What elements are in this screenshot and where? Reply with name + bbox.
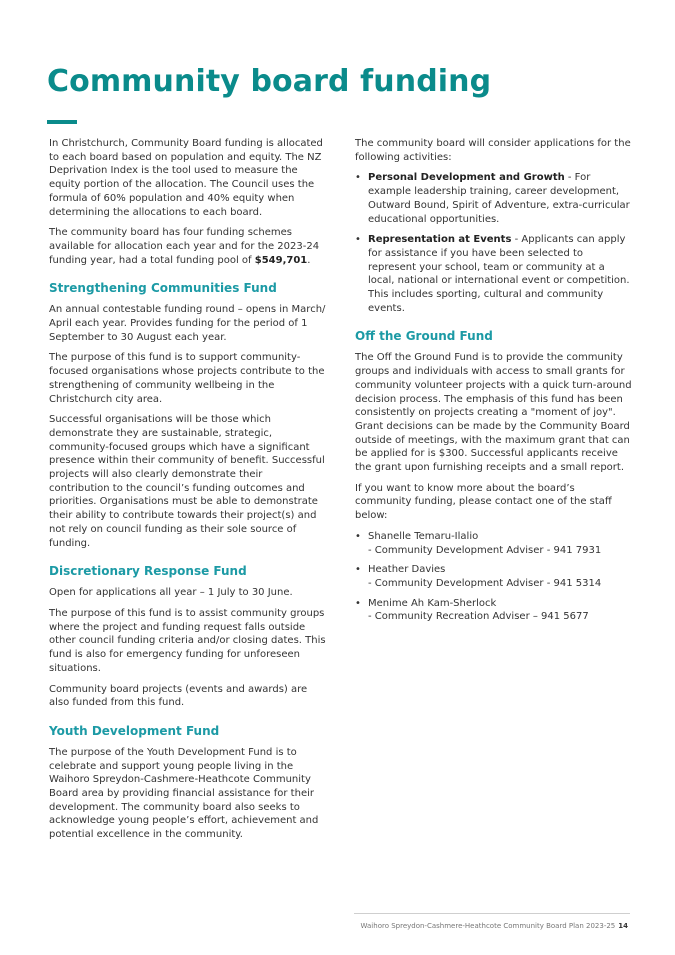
staff-name: • Heather Davies — [368, 564, 446, 576]
funding-pool-end: . — [307, 254, 311, 266]
scf-paragraph-3: Successful organisations will be those which demonstrate they are sustainable, strategic, community-focused groups which have a significant presence within their community of benefit. Successful projects will also clearly demonstrate their contribution to the council’s funding outcomes and priorities. Organisations must be able to demonstrate their ability to contribute towards their project(s) and not rely on council funding as their sole source of funding. — [49, 414, 325, 549]
scf-heading: Strengthening Communities Fund — [49, 281, 277, 296]
list-item — [355, 171, 632, 226]
scf-paragraph-1: An annual contestable funding round – opens in March/ April each year. Provides funding for the period of 1 September to 30 August each year. — [49, 304, 326, 343]
staff-name: • Shanelle Temaru-Ilalio — [368, 530, 479, 542]
funding-pool-text: The community board has four funding schemes available for allocation each year and for the 2023-24 funding year, had a total funding pool of — [49, 227, 320, 266]
staff-role: - Community Recreation Adviser – 941 5677 — [368, 611, 589, 623]
activities-list — [355, 171, 632, 315]
activity-text: - Applicants can apply for assistance if you have been selected to represent your school, team or community at a local, national or international event or competition. This includes sporting, cultural and community events. — [368, 234, 630, 314]
staff-list — [355, 530, 632, 624]
contact-intro: If you want to know more about the board’s community funding, please contact one of the staff below: — [355, 482, 612, 522]
left-column — [49, 137, 326, 849]
list-item — [355, 597, 632, 624]
ydf-heading: Youth Development Fund — [49, 723, 220, 738]
activity-title: Personal Development and Growth — [368, 172, 565, 184]
funding-pool-amount: $549,701 — [254, 254, 308, 266]
funding-pool-paragraph — [49, 226, 326, 267]
drf-paragraph-2: The purpose of this fund is to assist community groups where the project and funding request falls outside other council funding criteria and/or closing dates. This fund is also for emergency funding for unforeseen situations. — [49, 607, 326, 674]
ydf-paragraph-1: The purpose of the Youth Development Fund is to celebrate and support young people living in the Waihoro Spreydon-Cashmere-Heathcote Community Board area by providing financial assistance for their development. The community board also seeks to acknowledge young people’s effort, achievement and potential excellence in the community. — [49, 746, 319, 841]
right-column — [355, 137, 632, 631]
activity-text: - For example leadership training, career development, Outward Bound, Spirit of Adventure, extra-curricular educational opportunities. — [368, 172, 630, 225]
otg-paragraph-1: The Off the Ground Fund is to provide the community groups and individuals with access to small grants for community volunteer projects with a quick turn-around decision process. The emphasis of this fund has been consistently on projects creating a "moment of joy". Grant decisions can be made by the Community Board outside of meetings, with the maximum grant that can be applied for is $300. Successful applicants receive the grant upon furnishing receipts and a small report. — [355, 352, 632, 474]
scf-paragraph-2: The purpose of this fund is to support community-focused organisations whose projects contribute to the strengthening of community wellbeing in the Christchurch city area. — [49, 352, 325, 405]
footer-divider — [354, 913, 630, 914]
footer-text: Waihoro Spreydon-Cashmere-Heathcote Community Board Plan 2023-25 — [360, 922, 616, 930]
title-underline — [47, 120, 77, 124]
page-footer — [361, 922, 628, 930]
list-item — [355, 563, 632, 590]
activity-title: Representation at Events — [368, 234, 512, 246]
staff-role: - Community Development Adviser - 941 5314 — [368, 577, 602, 589]
staff-name: • Menime Ah Kam-Sherlock — [368, 597, 497, 609]
list-item — [355, 233, 632, 315]
page-number: 14 — [618, 922, 628, 930]
intro-paragraph: In Christchurch, Community Board funding is allocated to each board based on population and equity. The NZ Deprivation Index is the tool used to measure the equity portion of the allocation. The Council uses the formula of 60% population and 40% equity when determining the allocations to each board. — [49, 138, 323, 218]
drf-paragraph-1: Open for applications all year – 1 July to 30 June. — [49, 587, 293, 599]
staff-role: - Community Development Adviser - 941 7931 — [368, 544, 602, 556]
drf-paragraph-3: Community board projects (events and awards) are also funded from this fund. — [49, 683, 308, 709]
drf-heading: Discretionary Response Fund — [49, 564, 247, 579]
list-item — [355, 530, 632, 557]
page-title: Community board funding — [47, 64, 492, 99]
activities-intro: The community board will consider applications for the following activities: — [355, 138, 631, 163]
otg-heading: Off the Ground Fund — [355, 329, 493, 344]
